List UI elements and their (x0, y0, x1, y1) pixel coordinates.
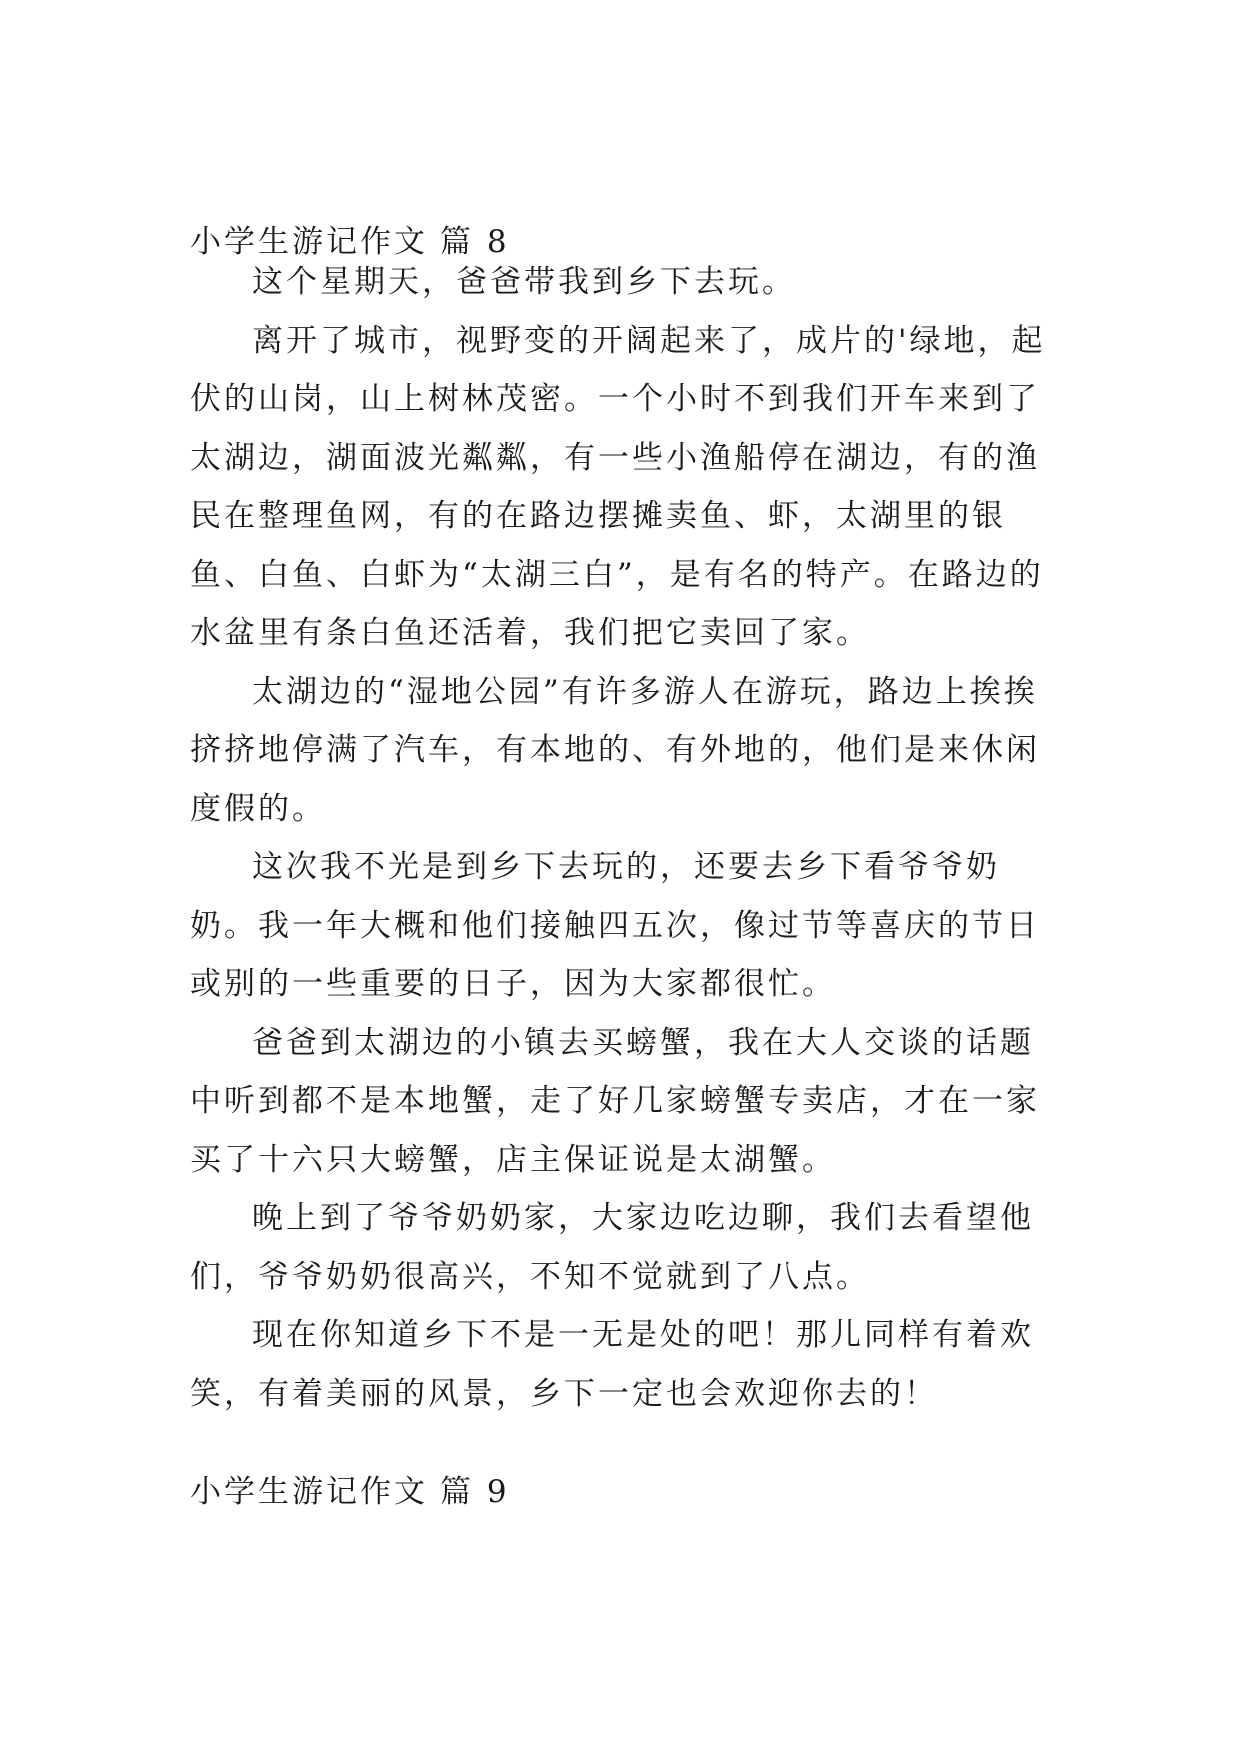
section-title: 小学生游记作文 (190, 1474, 428, 1510)
section-number: 篇 9 (440, 1474, 510, 1510)
paragraph-7: 现在你知道乡下不是一无是处的吧！那儿同样有着欢笑，有着美丽的风景，乡下一定也会欢迎你去的！ (190, 1317, 1034, 1412)
paragraph-4: 这次我不光是到乡下去玩的，还要去乡下看爷爷奶奶。我一年大概和他们接触四五次，像过节等喜庆的节日或别的一些重要的日子，因为大家都很忙。 (190, 849, 1040, 1002)
paragraph-3: 太湖边的“湿地公园”有许多游人在游玩，路边上挨挨挤挤地停满了汽车，有本地的、有外地的，他们是来休闲度假的。 (190, 673, 1040, 827)
article-body (190, 253, 1050, 1423)
section-heading-9 (190, 1472, 510, 1512)
section-number: 篇 8 (440, 224, 510, 260)
paragraph-1: 这个星期天，爸爸带我到乡下去玩。 (252, 264, 796, 300)
paragraph-2: 离开了城市，视野变的开阔起来了，成片的'绿地，起伏的山岗，山上树林茂密。一个小时不到我们开车来到了太湖边，湖面波光粼粼，有一些小渔船停在湖边，有的渔民在整理鱼网，有的在路边摆摊卖鱼、虾，太湖里的银鱼、白鱼、白虾为“太湖三白”，是有名的特产。在路边的水盆里有条白鱼还活着，我们把它卖回了家。 (190, 322, 1046, 651)
section-title: 小学生游记作文 (190, 224, 428, 260)
paragraph-6: 晚上到了爷爷奶奶家，大家边吃边聊，我们去看望他们，爷爷奶奶很高兴，不知不觉就到了八点。 (190, 1200, 1034, 1295)
paragraph-5: 爸爸到太湖边的小镇去买螃蟹，我在大人交谈的话题中听到都不是本地蟹，走了好几家螃蟹专卖店，才在一家买了十六只大螃蟹，店主保证说是太湖蟹。 (190, 1024, 1040, 1178)
